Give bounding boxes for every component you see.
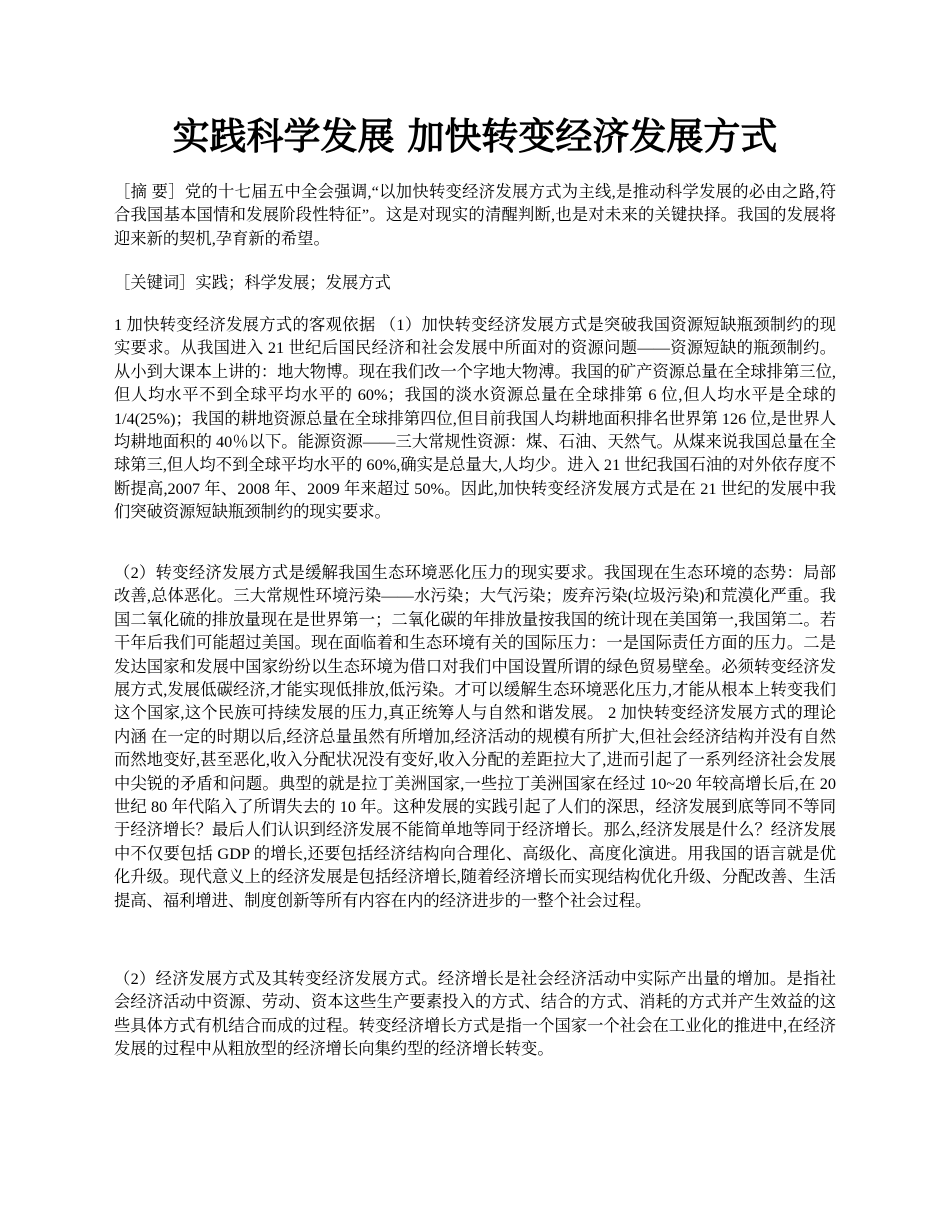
document-title: 实践科学发展 加快转变经济发展方式 [172,114,778,158]
body-paragraph: 1 加快转变经济发展方式的客观依据 （1）加快转变经济发展方式是突破我国资源短缺瓶颈制约的现实要求。从我国进入 21 世纪后国民经济和社会发展中所面对的资源问题——资源短缺的瓶颈制约。从小到大课本上讲的：地大物博。现在我们改一个字地大物溥。我国的矿产资源总量在全球排第三位,但人均水平不到全球平均水平的 60%；我国的淡水资源总量在全球排第 6 位,但人均水平是全球的 1/4(25%)；我国的耕地资源总量在全球排第四位,但目前我国人均耕地面积排名世界第 126 位,是世界人均耕地面积的 40％以下。能源资源——三大常规性资源：煤、石油、天然气。从煤来说我国总量在全球第三,但人均不到全球平均水平的 60%,确实是总量大,人均少。进入 21 世纪我国石油的对外依存度不断提高,2007 年、2008 年、2009 年来超过 50%。因此,加快转变经济发展方式是在 21 世纪的发展中我们突破资源短缺瓶颈制约的现实要求。 [114,315,836,522]
keywords-paragraph: ［关键词］实践；科学发展；发展方式 [114,273,391,292]
body-paragraph: （2）转变经济发展方式是缓解我国生态环境恶化压力的现实要求。我国现在生态环境的态势：局部改善,总体恶化。三大常规性环境污染——水污染；大气污染；废弃污染(垃圾污染)和荒漠化严重。我国二氧化硫的排放量现在是世界第一；二氧化碳的年排放量按我国的统计现在美国第一,我国第二。若干年后我们可能超过美国。现在面临着和生态环境有关的国际压力：一是国际责任方面的压力。二是发达国家和发展中国家纷纷以生态环境为借口对我们中国设置所谓的绿色贸易壁垒。必须转变经济发展方式,发展低碳经济,才能实现低排放,低污染。才可以缓解生态环境恶化压力,才能从根本上转变我们这个国家,这个民族可持续发展的压力,真正统筹人与自然和谐发展。 2 加快转变经济发展方式的理论内涵 在一定的时期以后,经济总量虽然有所增加,经济活动的规模有所扩大,但社会经济结构并没有自然而然地变好,甚至恶化,收入分配状况没有变好,收入分配的差距拉大了,进而引起了一系列经济社会发展中尖锐的矛盾和问题。典型的就是拉丁美洲国家,一些拉丁美洲国家在经过 10~20 年较高增长后,在 20 世纪 80 年代陷入了所谓失去的 10 年。这种发展的实践引起了人们的深思，经济发展到底等同不等同于经济增长？最后人们认识到经济发展不能简单地等同于经济增长。那么,经济发展是什么？经济发展中不仅要包括 GDP 的增长,还要包括经济结构向合理化、高级化、高度化演进。用我国的语言就是优化升级。现代意义上的经济发展是包括经济增长,随着经济增长而实现结构优化升级、分配改善、生活提高、福利增进、制度创新等所有内容在内的经济进步的一整个社会过程。 [114,563,836,910]
body-paragraph: （2）经济发展方式及其转变经济发展方式。经济增长是社会经济活动中实际产出量的增加。是指社会经济活动中资源、劳动、资本这些生产要素投入的方式、结合的方式、消耗的方式并产生效益的这些具体方式有机结合而成的过程。转变经济增长方式是指一个国家一个社会在工业化的推进中,在经济发展的过程中从粗放型的经济增长向集约型的经济增长转变。 [114,969,836,1059]
abstract-paragraph: ［摘 要］党的十七届五中全会强调,“以加快转变经济发展方式为主线,是推动科学发展的必由之路,符合我国基本国情和发展阶段性特征”。这是对现实的清醒判断,也是对未来的关键抉择。我国的发展将迎来新的契机,孕育新的希望。 [114,182,836,248]
